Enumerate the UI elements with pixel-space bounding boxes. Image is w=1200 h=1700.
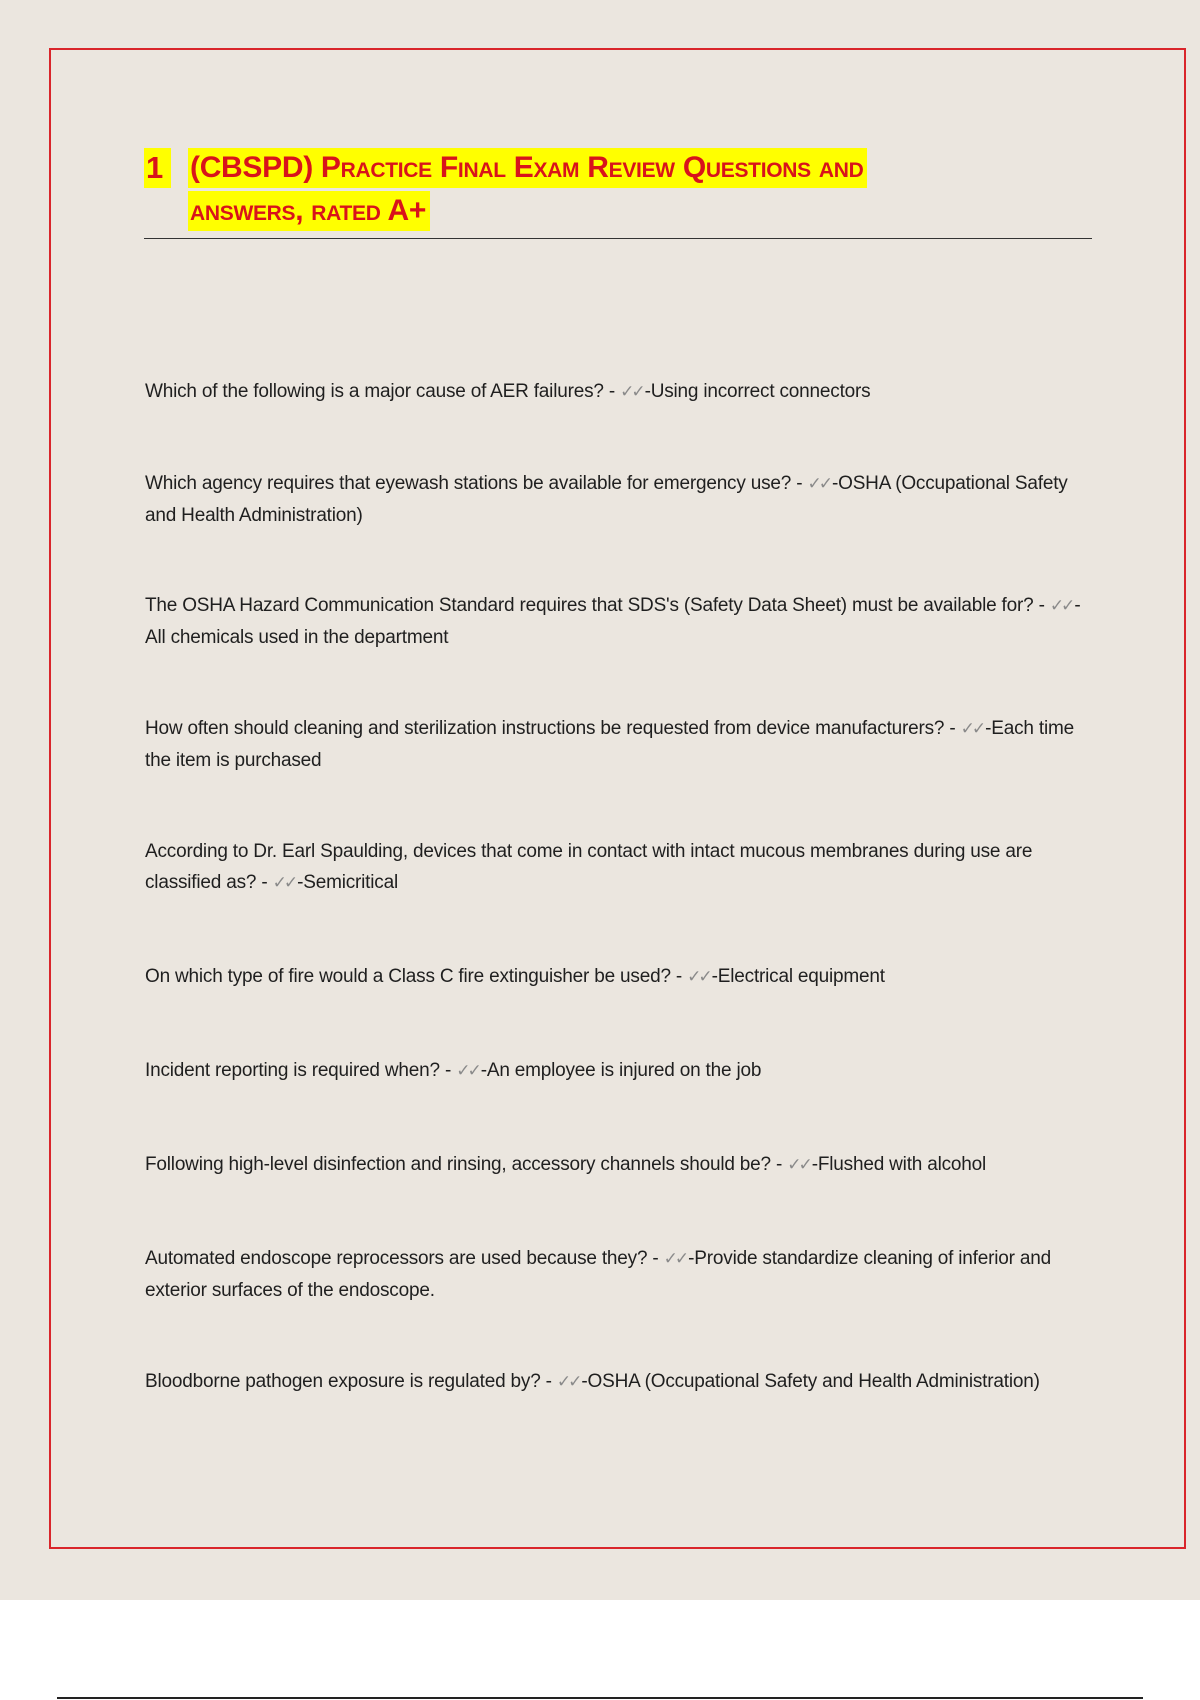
answer-text: OSHA (Occupational Safety and Health Administration) (145, 473, 1068, 526)
separator: - (711, 966, 718, 987)
answer-text: All chemicals used in the department (145, 627, 449, 648)
question-text: Following high-level disinfection and rinsing, accessory channels should be? (145, 1154, 771, 1175)
question-text: How often should cleaning and sterilization instructions be requested from device manufacturers? (145, 718, 945, 739)
separator: - (297, 872, 304, 893)
answer-text: Electrical equipment (717, 966, 885, 987)
double-check-icon: ✓✓ (807, 474, 830, 494)
double-check-icon: ✓✓ (556, 1372, 580, 1392)
question-text: Bloodborne pathogen exposure is regulated by? (145, 1371, 541, 1392)
qa-item (145, 1055, 1095, 1087)
double-check-icon: ✓✓ (787, 1155, 810, 1175)
separator: - (644, 381, 651, 402)
separator: - (776, 1154, 783, 1175)
double-check-icon: ✓✓ (620, 382, 643, 402)
qa-item (145, 590, 1095, 653)
answer-text: Each time the item is purchased (145, 718, 1074, 771)
question-text: The OSHA Hazard Communication Standard requires that SDS's (Safety Data Sheet) must be available for? (145, 595, 1034, 616)
qa-item (145, 713, 1095, 776)
answer-text: Provide standardize cleaning of inferior and exterior surfaces of the endoscope. (145, 1248, 1051, 1301)
question-text: On which type of fire would a Class C fire extinguisher be used? (145, 966, 671, 987)
separator: - (261, 872, 268, 893)
heading-title-line-1: (CBSPD) Practice Final Exam Review Questions and (188, 148, 867, 188)
qa-item (145, 468, 1095, 531)
question-text: According to Dr. Earl Spaulding, devices that come in contact with intact mucous membranes during use are classified as? (145, 841, 1033, 893)
question-text: Automated endoscope reprocessors are used because they? (145, 1248, 648, 1269)
separator: - (675, 966, 683, 987)
separator: - (652, 1248, 659, 1269)
qa-item (145, 1149, 1095, 1181)
double-check-icon: ✓✓ (456, 1061, 479, 1081)
qa-item (145, 376, 1095, 408)
separator: - (688, 1248, 695, 1269)
answer-text: Flushed with alcohol (817, 1154, 987, 1175)
separator: - (811, 1154, 818, 1175)
answer-text: OSHA (Occupational Safety and Health Administration) (587, 1371, 1040, 1392)
separator: - (796, 473, 803, 494)
separator: - (581, 1371, 588, 1392)
qa-item (145, 961, 1095, 993)
double-check-icon: ✓✓ (1049, 596, 1073, 616)
bottom-divider (57, 1697, 1143, 1699)
answer-text: An employee is injured on the job (486, 1060, 762, 1081)
question-text: Which of the following is a major cause of AER failures? (145, 381, 604, 402)
page-border-frame (49, 48, 1186, 1549)
separator: - (1038, 595, 1045, 616)
separator: - (985, 718, 992, 739)
double-check-icon: ✓✓ (687, 967, 710, 987)
separator: - (545, 1371, 552, 1392)
heading-number: 1 (144, 148, 171, 188)
double-check-icon: ✓✓ (272, 873, 296, 893)
answer-text: Using incorrect connectors (650, 381, 871, 402)
separator: - (444, 1060, 452, 1081)
question-text: Which agency requires that eyewash stations be available for emergency use? (145, 473, 792, 494)
double-check-icon: ✓✓ (663, 1249, 687, 1269)
separator: - (949, 718, 956, 739)
separator: - (608, 381, 615, 402)
heading-title-line-2: answers, rated A+ (188, 191, 430, 231)
separator: - (831, 473, 839, 494)
answer-text: Semicritical (303, 872, 398, 893)
separator: - (1074, 595, 1081, 616)
qa-item (145, 1366, 1095, 1398)
question-text: Incident reporting is required when? (145, 1060, 440, 1081)
document-heading (144, 144, 1092, 239)
qa-item (145, 1243, 1095, 1306)
double-check-icon: ✓✓ (960, 719, 984, 739)
qa-item (145, 836, 1095, 899)
separator: - (480, 1060, 487, 1081)
